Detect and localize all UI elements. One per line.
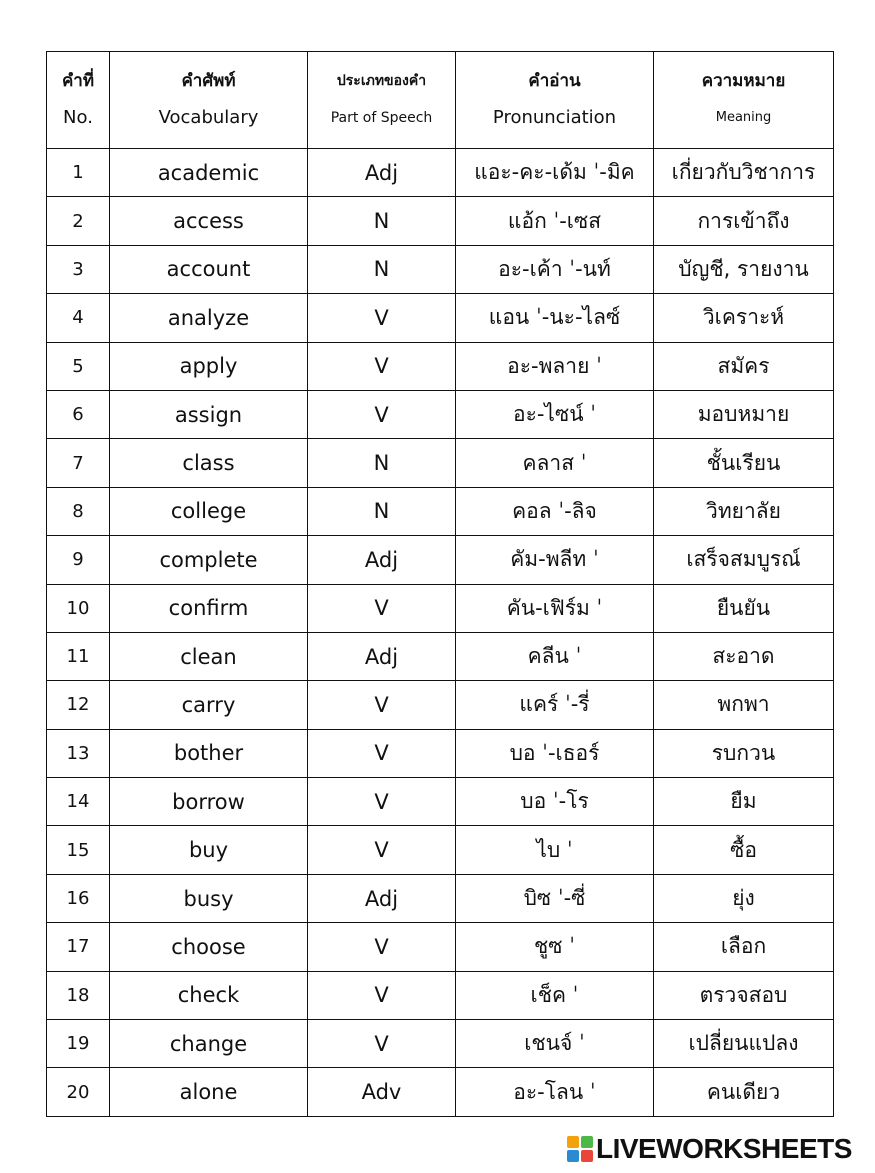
cell-no: 6 [47, 390, 110, 438]
cell-vocabulary: buy [110, 826, 308, 874]
cell-no: 9 [47, 536, 110, 584]
cell-meaning: ยืม [654, 778, 834, 826]
header-vocabulary-th: คำศัพท์ [181, 71, 236, 91]
header-no-th: คำที่ [61, 71, 95, 91]
cell-part-of-speech: Adj [308, 874, 456, 922]
cell-vocabulary: carry [110, 681, 308, 729]
cell-vocabulary: access [110, 197, 308, 245]
cell-vocabulary: college [110, 487, 308, 535]
cell-no: 4 [47, 294, 110, 342]
cell-meaning: การเข้าถึง [654, 197, 834, 245]
cell-vocabulary: assign [110, 390, 308, 438]
cell-pronunciation: บอ ˈ-โร [456, 778, 654, 826]
cell-pronunciation: คอล ˈ-ลิจ [456, 487, 654, 535]
cell-part-of-speech: V [308, 342, 456, 390]
cell-pronunciation: แคร์ ˈ-รี่ [456, 681, 654, 729]
cell-part-of-speech: Adj [308, 536, 456, 584]
cell-pronunciation: ชูซ ˈ [456, 923, 654, 971]
cell-pronunciation: อะ-พลาย ˈ [456, 342, 654, 390]
cell-no: 14 [47, 778, 110, 826]
header-meaning [654, 52, 834, 149]
cell-no: 17 [47, 923, 110, 971]
table-row [47, 584, 834, 632]
cell-no: 5 [47, 342, 110, 390]
cell-part-of-speech: V [308, 923, 456, 971]
header-meaning-th: ความหมาย [701, 71, 786, 91]
liveworksheets-logo-icon [567, 1136, 593, 1162]
cell-pronunciation: ไบ ˈ [456, 826, 654, 874]
logo-square-1 [567, 1136, 579, 1148]
logo-square-4 [581, 1150, 593, 1162]
cell-meaning: ตรวจสอบ [654, 971, 834, 1019]
cell-pronunciation: อะ-ไซน์ ˈ [456, 390, 654, 438]
header-pronunciation [456, 52, 654, 149]
table-row [47, 1020, 834, 1068]
header-pos [308, 52, 456, 149]
table-row [47, 826, 834, 874]
cell-vocabulary: check [110, 971, 308, 1019]
table-row [47, 149, 834, 197]
cell-meaning: ชั้นเรียน [654, 439, 834, 487]
cell-part-of-speech: V [308, 681, 456, 729]
cell-pronunciation: คลาส ˈ [456, 439, 654, 487]
cell-no: 13 [47, 729, 110, 777]
cell-vocabulary: analyze [110, 294, 308, 342]
cell-vocabulary: choose [110, 923, 308, 971]
cell-meaning: วิเคราะห์ [654, 294, 834, 342]
cell-meaning: รบกวน [654, 729, 834, 777]
cell-meaning: มอบหมาย [654, 390, 834, 438]
cell-meaning: วิทยาลัย [654, 487, 834, 535]
cell-part-of-speech: V [308, 778, 456, 826]
cell-no: 18 [47, 971, 110, 1019]
cell-pronunciation: คัน-เฟิร์ม ˈ [456, 584, 654, 632]
cell-no: 12 [47, 681, 110, 729]
cell-no: 3 [47, 245, 110, 293]
cell-meaning: เลือก [654, 923, 834, 971]
cell-pronunciation: อะ-โลน ˈ [456, 1068, 654, 1116]
cell-pronunciation: บิซ ˈ-ซี่ [456, 874, 654, 922]
cell-part-of-speech: N [308, 245, 456, 293]
header-meaning-en: Meaning [715, 110, 772, 125]
header-no [47, 52, 110, 149]
table-row [47, 681, 834, 729]
cell-vocabulary: clean [110, 632, 308, 680]
cell-part-of-speech: Adv [308, 1068, 456, 1116]
logo-text: LIVEWORKSHEETS [596, 1133, 852, 1164]
table-row [47, 536, 834, 584]
cell-part-of-speech: V [308, 729, 456, 777]
cell-meaning: เสร็จสมบูรณ์ [654, 536, 834, 584]
header-pos-en: Part of Speech [330, 110, 433, 126]
cell-pronunciation: บอ ˈ-เธอร์ [456, 729, 654, 777]
cell-part-of-speech: V [308, 390, 456, 438]
cell-no: 10 [47, 584, 110, 632]
cell-pronunciation: แอ้ก ˈ-เซส [456, 197, 654, 245]
cell-meaning: เปลี่ยนแปลง [654, 1020, 834, 1068]
cell-vocabulary: complete [110, 536, 308, 584]
cell-pronunciation: แอะ-คะ-เด้ม ˈ-มิค [456, 149, 654, 197]
header-no-en: No. [63, 107, 93, 128]
cell-vocabulary: apply [110, 342, 308, 390]
table-row [47, 245, 834, 293]
table-row [47, 439, 834, 487]
cell-pronunciation: คัม-พลีท ˈ [456, 536, 654, 584]
cell-meaning: ยุ่ง [654, 874, 834, 922]
cell-meaning: พกพา [654, 681, 834, 729]
cell-no: 1 [47, 149, 110, 197]
table-header-row [47, 52, 834, 149]
cell-part-of-speech: N [308, 487, 456, 535]
cell-no: 15 [47, 826, 110, 874]
cell-meaning: สะอาด [654, 632, 834, 680]
table-row [47, 923, 834, 971]
vocabulary-table [46, 51, 834, 1117]
table-row [47, 390, 834, 438]
header-pos-th: ประเภทของคำ [336, 73, 427, 89]
cell-part-of-speech: Adj [308, 149, 456, 197]
cell-part-of-speech: V [308, 1020, 456, 1068]
table-row [47, 729, 834, 777]
cell-no: 2 [47, 197, 110, 245]
cell-no: 16 [47, 874, 110, 922]
cell-vocabulary: bother [110, 729, 308, 777]
cell-vocabulary: change [110, 1020, 308, 1068]
cell-meaning: ยืนยัน [654, 584, 834, 632]
table-body [47, 149, 834, 1117]
header-vocabulary [110, 52, 308, 149]
cell-no: 20 [47, 1068, 110, 1116]
cell-part-of-speech: N [308, 439, 456, 487]
cell-vocabulary: busy [110, 874, 308, 922]
cell-part-of-speech: V [308, 584, 456, 632]
cell-part-of-speech: V [308, 971, 456, 1019]
table-row [47, 874, 834, 922]
cell-vocabulary: academic [110, 149, 308, 197]
table-row [47, 632, 834, 680]
cell-part-of-speech: V [308, 826, 456, 874]
cell-vocabulary: alone [110, 1068, 308, 1116]
cell-pronunciation: คลีน ˈ [456, 632, 654, 680]
logo-square-3 [567, 1150, 579, 1162]
cell-pronunciation: อะ-เค้า ˈ-นท์ [456, 245, 654, 293]
table-row [47, 342, 834, 390]
cell-vocabulary: account [110, 245, 308, 293]
table-row [47, 294, 834, 342]
cell-meaning: คนเดียว [654, 1068, 834, 1116]
table-row [47, 197, 834, 245]
cell-no: 11 [47, 632, 110, 680]
header-pronunciation-en: Pronunciation [492, 107, 617, 128]
cell-vocabulary: confirm [110, 584, 308, 632]
cell-vocabulary: class [110, 439, 308, 487]
table-row [47, 1068, 834, 1116]
cell-pronunciation: แอน ˈ-นะ-ไลซ์ [456, 294, 654, 342]
cell-no: 7 [47, 439, 110, 487]
cell-vocabulary: borrow [110, 778, 308, 826]
cell-meaning: ซื้อ [654, 826, 834, 874]
cell-part-of-speech: V [308, 294, 456, 342]
header-pronunciation-th: คำอ่าน [528, 71, 581, 91]
cell-no: 19 [47, 1020, 110, 1068]
logo-square-2 [581, 1136, 593, 1148]
table-row [47, 487, 834, 535]
liveworksheets-logo [567, 1134, 852, 1164]
table-row [47, 778, 834, 826]
cell-part-of-speech: Adj [308, 632, 456, 680]
cell-no: 8 [47, 487, 110, 535]
cell-part-of-speech: N [308, 197, 456, 245]
cell-pronunciation: เช็ค ˈ [456, 971, 654, 1019]
header-vocabulary-en: Vocabulary [158, 107, 259, 128]
table-row [47, 971, 834, 1019]
cell-meaning: สมัคร [654, 342, 834, 390]
cell-meaning: บัญชี, รายงาน [654, 245, 834, 293]
cell-pronunciation: เชนจ์ ˈ [456, 1020, 654, 1068]
cell-meaning: เกี่ยวกับวิชาการ [654, 149, 834, 197]
